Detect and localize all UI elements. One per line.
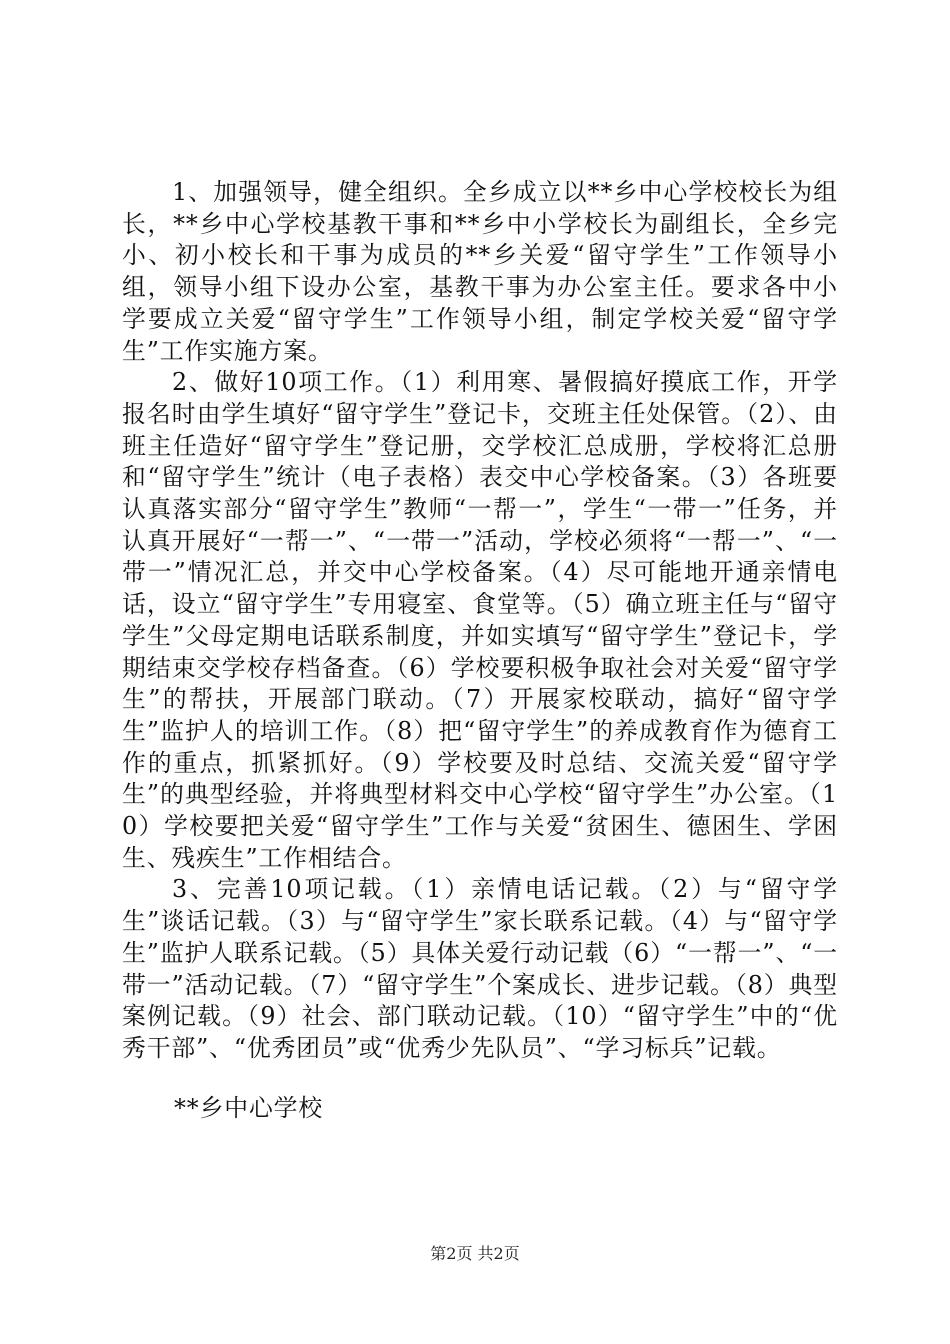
page-footer: 第2页 共2页 xyxy=(430,1244,520,1263)
document-body xyxy=(122,177,838,1065)
signature-line: **乡中心学校 xyxy=(174,1094,324,1122)
paragraph-1: 1、加强领导，健全组织。全乡成立以**乡中心学校校长为组长，**乡中心学校基教干事和**乡中小学校长为副组长，全乡完小、初小校长和干事为成员的**乡关爱“留守学生”工作领导小组，领导小组下设办公室，基教干事为办公室主任。要求各中小学要成立关爱“留守学生”工作领导小组，制定学校关爱“留守学生”工作实施方案。 xyxy=(122,178,838,365)
paragraph-2: 2、做好10项工作。（1）利用寒、暑假搞好摸底工作，开学报名时由学生填好“留守学生”登记卡，交班主任处保管。（2）、由班主任造好“留守学生”登记册，交学校汇总成册，学校将汇总册和“留守学生”统计（电子表格）表交中心学校备案。（3）各班要认真落实部分“留守学生”教师“一帮一”，学生“一带一”任务，并认真开展好“一帮一”、“一带一”活动，学校必须将“一帮一”、“一带一”情况汇总，并交中心学校备案。（4）尽可能地开通亲情电话，设立“留守学生”专用寝室、食堂等。（5）确立班主任与“留守学生”父母定期电话联系制度，并如实填写“留守学生”登记卡，学期结束交学校存档备查。（6）学校要积极争取社会对关爱“留守学生”的帮扶，开展部门联动。（7）开展家校联动，搞好“留守学生”监护人的培训工作。（8）把“留守学生”的养成教育作为德育工作的重点，抓紧抓好。（9）学校要及时总结、交流关爱“留守学生”的典型经验，并将典型材料交中心学校“留守学生”办公室。（10）学校要把关爱“留守学生”工作与关爱“贫困生、德困生、学困生、残疾生”工作相结合。 xyxy=(122,368,838,872)
paragraph-3: 3、完善10项记载。（1）亲情电话记载。（2）与“留守学生”谈话记载。（3）与“留守学生”家长联系记载。（4）与“留守学生”监护人联系记载。（5）具体关爱行动记载（6）“一帮一”、“一带一”活动记载。（7）“留守学生”个案成长、进步记载。（8）典型案例记载。（9）社会、部门联动记载。（10）“留守学生”中的“优秀干部”、“优秀团员”或“优秀少先队员”、“学习标兵”记载。 xyxy=(122,875,838,1062)
